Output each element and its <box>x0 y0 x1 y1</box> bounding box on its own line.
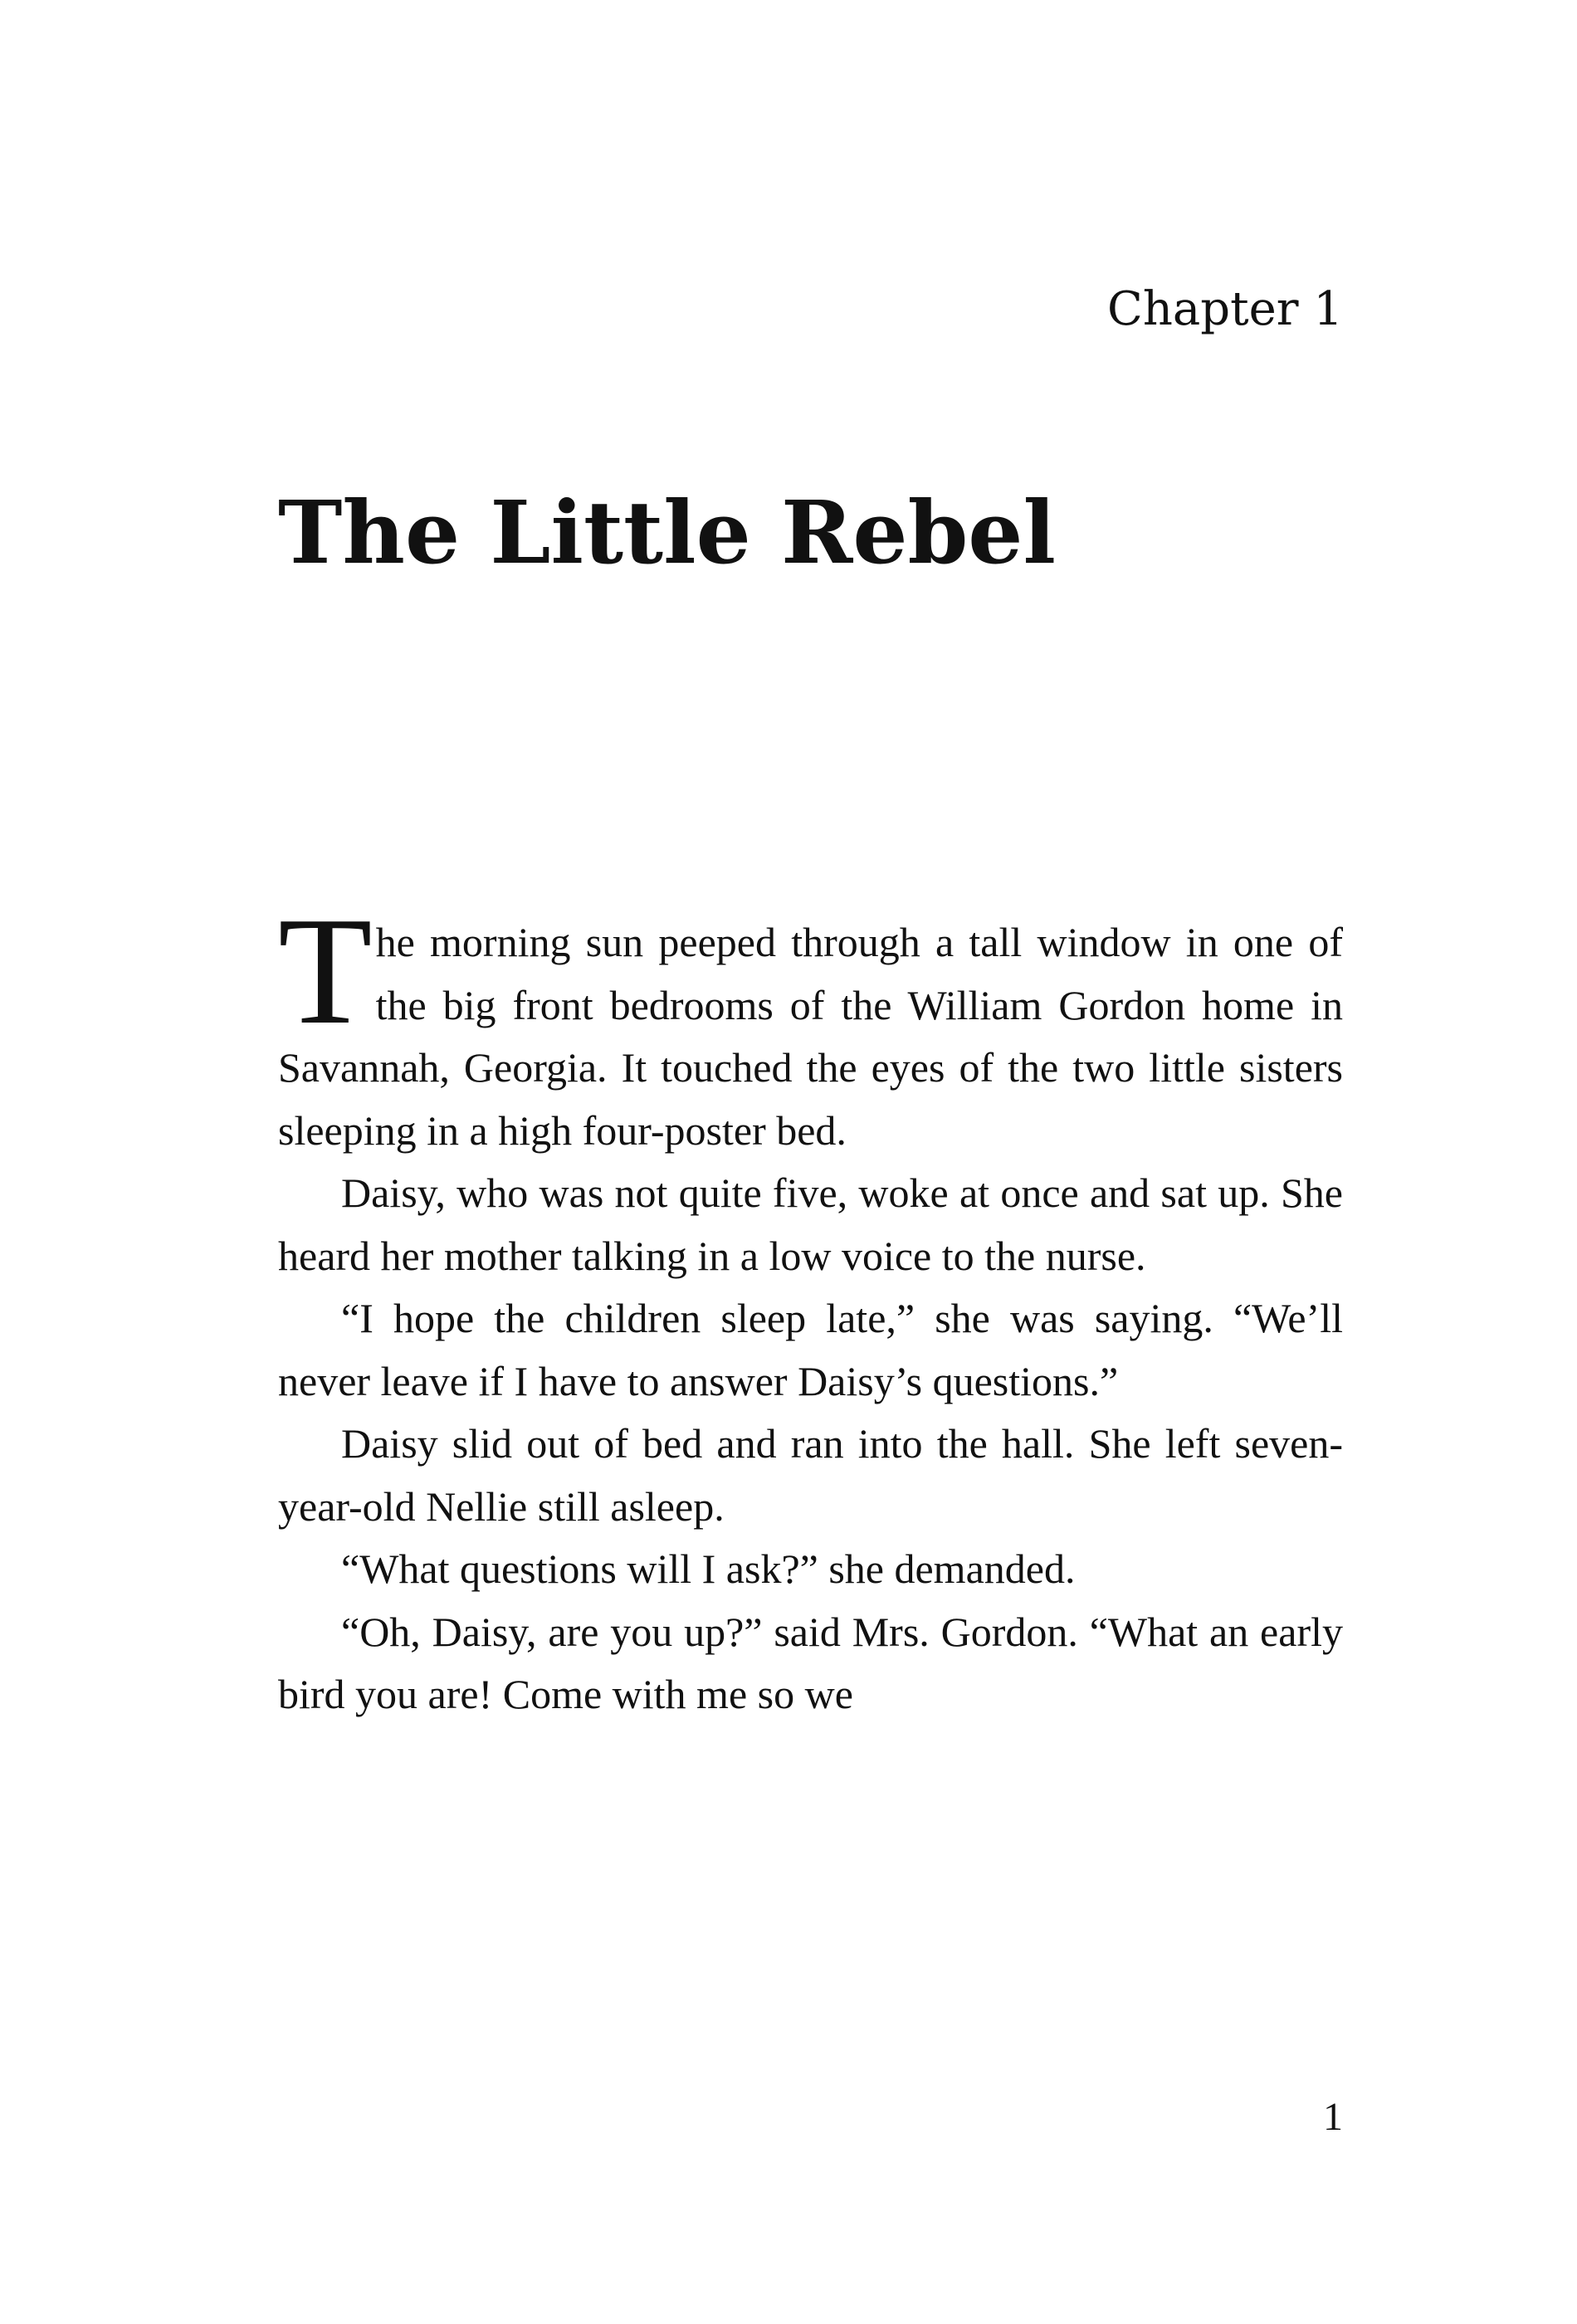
paragraph-text: he morning sun peeped through a tall window in one of the big front bedrooms of the William Gordon home in Savannah, Georgia. It touched the eyes of the two little sisters sleeping in a high four-poster bed. <box>278 919 1343 1154</box>
page-number: 1 <box>1323 2095 1343 2139</box>
paragraph: “Oh, Daisy, are you up?” said Mrs. Gordon. “What an early bird you are! Come with me so we <box>278 1608 1343 1717</box>
paragraph: “What questions will I ask?” she demanded. <box>341 1545 1076 1592</box>
body-text <box>278 886 1343 1726</box>
paragraph: “I hope the children sleep late,” she was saying. “We’ll never leave if I have to answer Daisy’s questions.” <box>278 1295 1343 1404</box>
paragraph: Daisy slid out of bed and ran into the hall. She left seven-year-old Nellie still asleep. <box>278 1420 1343 1530</box>
chapter-title: The Little Rebel <box>278 481 1056 583</box>
drop-cap: T <box>278 886 373 1057</box>
paragraph <box>278 886 1343 1162</box>
chapter-label: Chapter 1 <box>1107 282 1343 336</box>
paragraph: Daisy, who was not quite five, woke at once and sat up. She heard her mother talking in a low voice to the nurse. <box>278 1169 1343 1279</box>
